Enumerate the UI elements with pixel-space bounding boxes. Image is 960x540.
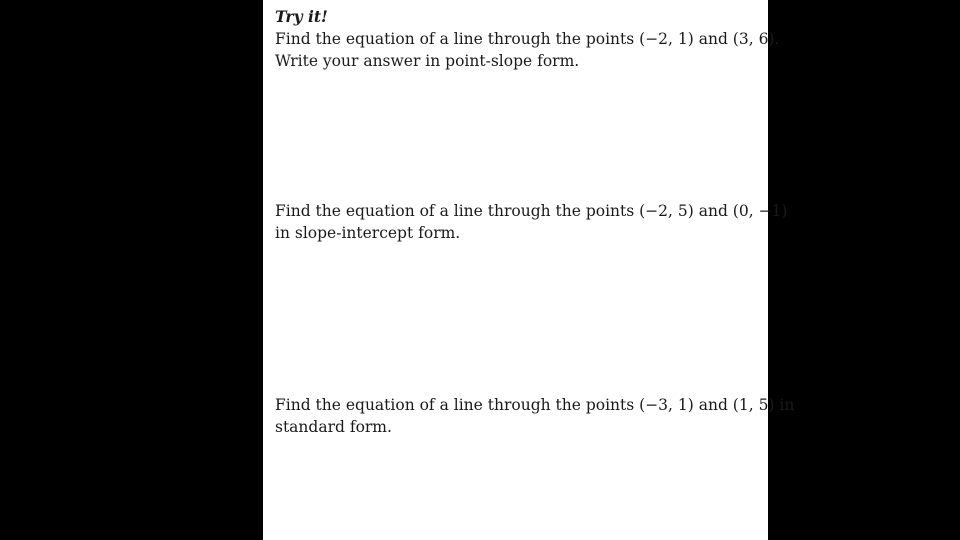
problem-slope-intercept: [275, 200, 788, 244]
slide-page: [263, 0, 795, 540]
problem-text-line: Find the equation of a line through the points (−3, 1) and (1, 5) in: [275, 396, 795, 414]
problem-text-line: standard form.: [275, 418, 392, 436]
problem-point-slope: [275, 28, 780, 72]
problem-text-line: Find the equation of a line through the points (−2, 1) and (3, 6).: [275, 30, 780, 48]
problem-text-line: Write your answer in point-slope form.: [275, 52, 580, 70]
problem-standard-form: [275, 394, 795, 438]
slide-heading: Try it!: [275, 7, 328, 26]
problem-text-line: Find the equation of a line through the points (−2, 5) and (0, −1): [275, 202, 788, 220]
problem-text-line: in slope-intercept form.: [275, 224, 461, 242]
